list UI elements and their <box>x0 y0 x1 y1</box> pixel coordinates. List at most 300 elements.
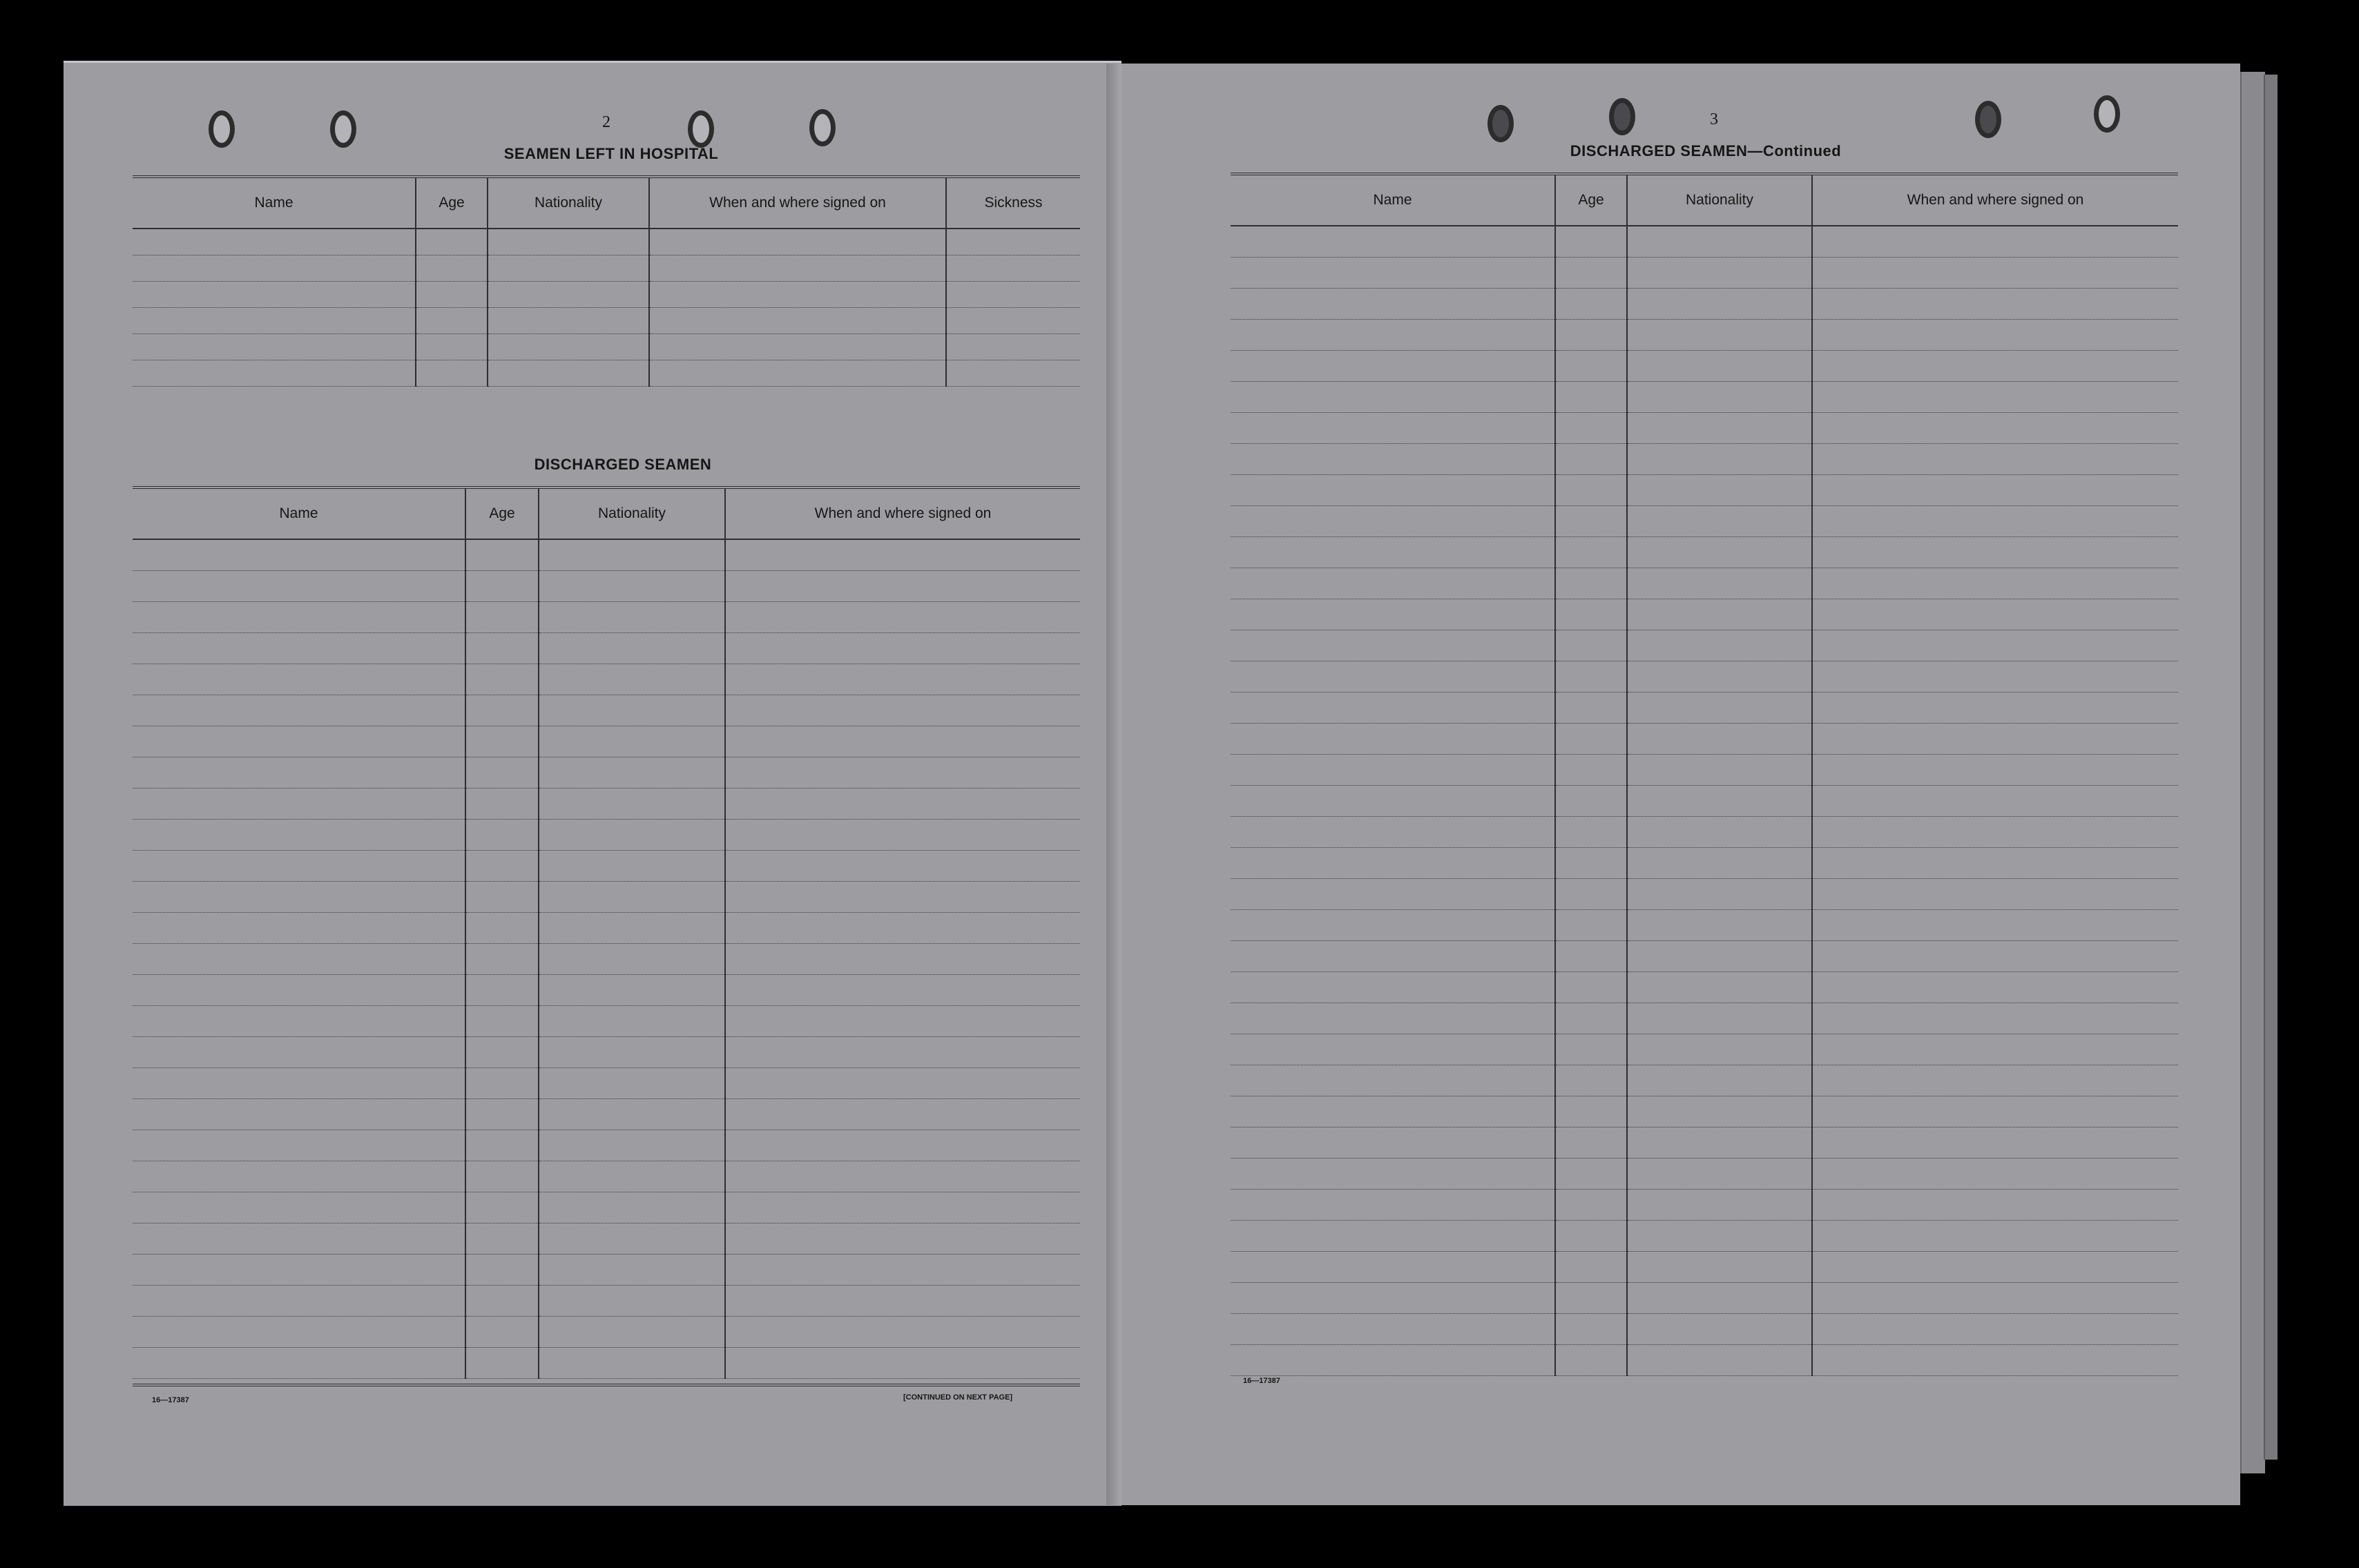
table-cell <box>1627 661 1812 692</box>
table-cell <box>539 539 725 570</box>
table-cell <box>1812 599 2178 630</box>
table-row <box>133 1161 1080 1192</box>
table-cell <box>725 881 1080 912</box>
table-cell <box>1231 1096 1555 1127</box>
table-cell <box>465 664 539 695</box>
table-cell <box>539 757 725 788</box>
table-cell <box>1627 443 1812 474</box>
table-cell <box>1555 350 1627 381</box>
table-cell <box>1627 971 1812 1003</box>
table-cell <box>488 333 649 360</box>
table-row <box>133 757 1080 788</box>
table-cell <box>1555 1096 1627 1127</box>
table-cell <box>946 360 1080 386</box>
table-cell <box>1627 878 1812 909</box>
table-cell <box>133 632 465 664</box>
table-cell <box>1555 505 1627 536</box>
table-cell <box>539 881 725 912</box>
form-number: 16—17387 <box>152 1396 189 1404</box>
table-cell <box>946 307 1080 333</box>
table-row <box>1231 723 2178 754</box>
table-cell <box>539 601 725 632</box>
table-cell <box>1627 754 1812 785</box>
table-cell <box>1555 1034 1627 1065</box>
table-row <box>1231 909 2178 940</box>
table-cell <box>133 819 465 850</box>
table-cell <box>1627 381 1812 412</box>
table-cell <box>1812 257 2178 288</box>
table-cell <box>133 601 465 632</box>
table-cell <box>539 1067 725 1098</box>
table-row <box>1231 692 2178 723</box>
table-cell <box>133 1098 465 1130</box>
column-header: Age <box>416 178 488 229</box>
table-row <box>1231 350 2178 381</box>
table-cell <box>465 1005 539 1036</box>
table-cell <box>1231 940 1555 971</box>
table-cell <box>539 1192 725 1223</box>
table-row <box>133 726 1080 757</box>
table-cell <box>1627 847 1812 878</box>
table-cell <box>725 726 1080 757</box>
underlying-page-edge <box>2264 75 2278 1460</box>
table-cell <box>1231 505 1555 536</box>
table-cell <box>725 1285 1080 1316</box>
table-cell <box>1231 1065 1555 1096</box>
table-cell <box>133 1067 465 1098</box>
table-cell <box>1231 568 1555 599</box>
table-cell <box>1231 350 1555 381</box>
binder-hole <box>1487 105 1514 142</box>
table-cell <box>1627 288 1812 319</box>
table-cell <box>1555 257 1627 288</box>
table-row <box>1231 319 2178 350</box>
table-cell <box>539 632 725 664</box>
table-cell <box>1812 536 2178 568</box>
table-cell <box>465 1067 539 1098</box>
table-cell <box>1627 474 1812 505</box>
table-cell <box>465 1036 539 1067</box>
table-row <box>1231 1313 2178 1344</box>
table-row <box>1231 940 2178 971</box>
table-cell <box>1812 381 2178 412</box>
table-cell <box>1555 723 1627 754</box>
table-cell <box>133 539 465 570</box>
table-cell <box>1627 319 1812 350</box>
table-row <box>1231 1003 2178 1034</box>
table-cell <box>649 255 946 281</box>
table-row <box>1231 1096 2178 1127</box>
table-cell <box>1812 350 2178 381</box>
table-cell <box>488 360 649 386</box>
column-header: Age <box>1555 175 1627 226</box>
table-cell <box>1627 1096 1812 1127</box>
table-cell <box>1627 350 1812 381</box>
table-cell <box>1231 1158 1555 1189</box>
table-row <box>1231 1220 2178 1251</box>
table-row <box>1231 847 2178 878</box>
table-cell <box>465 1098 539 1130</box>
table-cell <box>1231 1344 1555 1375</box>
table-cell <box>133 881 465 912</box>
table-cell <box>725 974 1080 1005</box>
table-cell <box>1627 599 1812 630</box>
table-cell <box>133 1285 465 1316</box>
table-cell <box>1555 1282 1627 1313</box>
table-row <box>1231 1065 2178 1096</box>
table-row <box>133 943 1080 974</box>
table-cell <box>725 570 1080 601</box>
table-row <box>1231 257 2178 288</box>
table-cell <box>1812 1065 2178 1096</box>
table-cell <box>539 1254 725 1285</box>
table-cell <box>725 1254 1080 1285</box>
table-cell <box>1231 1189 1555 1220</box>
table-cell <box>1231 1220 1555 1251</box>
underlying-page-edge <box>2240 72 2265 1473</box>
table-cell <box>1231 443 1555 474</box>
table-cell <box>539 974 725 1005</box>
table-cell <box>488 229 649 255</box>
table-cell <box>1231 1034 1555 1065</box>
section-title-main: DISCHARGED SEAMEN <box>1570 142 1748 159</box>
binder-hole <box>809 109 836 146</box>
table-cell <box>1231 785 1555 816</box>
table-cell <box>1231 909 1555 940</box>
table-cell <box>539 726 725 757</box>
table-row <box>1231 536 2178 568</box>
table-cell <box>1555 1189 1627 1220</box>
table-cell <box>1812 878 2178 909</box>
table-row <box>133 1316 1080 1347</box>
table-cell <box>725 1005 1080 1036</box>
column-header: Name <box>133 489 465 539</box>
binder-hole <box>330 110 356 148</box>
column-header: Age <box>465 489 539 539</box>
table-cell <box>133 333 416 360</box>
table-cell <box>133 912 465 943</box>
table-cell <box>1812 723 2178 754</box>
table-cell <box>1812 909 2178 940</box>
table-row <box>133 881 1080 912</box>
table-row <box>133 819 1080 850</box>
table-cell <box>1812 630 2178 661</box>
table-cell <box>1231 1282 1555 1313</box>
table-row <box>133 333 1080 360</box>
table-cell <box>946 229 1080 255</box>
table-cell <box>465 943 539 974</box>
table-cell <box>1555 599 1627 630</box>
table-row <box>1231 816 2178 847</box>
table-cell <box>1812 816 2178 847</box>
table-cell <box>133 1316 465 1347</box>
table-cell <box>1555 847 1627 878</box>
table-cell <box>133 943 465 974</box>
table-cell <box>133 307 416 333</box>
table-cell <box>539 1285 725 1316</box>
table-cell <box>416 255 488 281</box>
table-row <box>1231 412 2178 443</box>
table-cell <box>1627 1127 1812 1158</box>
table-row <box>1231 1251 2178 1282</box>
page-number: 2 <box>602 113 610 131</box>
table-cell <box>133 757 465 788</box>
table-cell <box>1812 568 2178 599</box>
table-cell <box>465 757 539 788</box>
binder-hole <box>688 110 714 148</box>
table-cell <box>1231 661 1555 692</box>
discharged-seamen-table <box>133 489 1080 1379</box>
table-cell <box>1555 971 1627 1003</box>
table-cell <box>133 850 465 881</box>
table-cell <box>1812 847 2178 878</box>
table-cell <box>1231 630 1555 661</box>
table-cell <box>133 974 465 1005</box>
binder-hole <box>1609 98 1635 135</box>
table-row <box>133 570 1080 601</box>
table-cell <box>1812 754 2178 785</box>
table-cell <box>539 788 725 819</box>
table-cell <box>465 1161 539 1192</box>
table-row <box>1231 630 2178 661</box>
table-row <box>1231 226 2178 257</box>
table-row <box>133 632 1080 664</box>
table-cell <box>465 1192 539 1223</box>
table-cell <box>465 601 539 632</box>
table-cell <box>539 1223 725 1254</box>
section-title: DISCHARGED SEAMEN <box>534 456 712 473</box>
table-cell <box>539 1005 725 1036</box>
table-cell <box>1627 1313 1812 1344</box>
table-cell <box>1231 1313 1555 1344</box>
table-cell <box>539 695 725 726</box>
table-cell <box>133 1005 465 1036</box>
table-cell <box>465 974 539 1005</box>
table-cell <box>1231 754 1555 785</box>
continued-note: [CONTINUED ON NEXT PAGE] <box>903 1393 1013 1402</box>
table-cell <box>1812 1003 2178 1034</box>
table-row <box>1231 1189 2178 1220</box>
table-cell <box>1555 1344 1627 1375</box>
table-row <box>133 788 1080 819</box>
table-cell <box>725 1036 1080 1067</box>
table-cell <box>1627 226 1812 257</box>
table-cell <box>1231 226 1555 257</box>
table-row <box>1231 599 2178 630</box>
table-cell <box>1627 1003 1812 1034</box>
table-row <box>133 601 1080 632</box>
table-cell <box>416 281 488 307</box>
table-cell <box>649 360 946 386</box>
binder-hole <box>2094 95 2120 133</box>
table-cell <box>465 726 539 757</box>
table-cell <box>539 1161 725 1192</box>
column-header: Nationality <box>539 489 725 539</box>
table-cell <box>465 570 539 601</box>
column-header: Sickness <box>946 178 1080 229</box>
table-cell <box>488 255 649 281</box>
table-cell <box>488 307 649 333</box>
table-cell <box>133 570 465 601</box>
table-cell <box>1555 443 1627 474</box>
column-header: Nationality <box>488 178 649 229</box>
table-cell <box>1627 257 1812 288</box>
table-cell <box>465 1285 539 1316</box>
table-cell <box>1812 940 2178 971</box>
table-cell <box>465 539 539 570</box>
table-cell <box>1555 630 1627 661</box>
table-cell <box>1812 1096 2178 1127</box>
table-cell <box>1555 909 1627 940</box>
table-cell <box>1812 443 2178 474</box>
table-cell <box>1812 1282 2178 1313</box>
table-cell <box>539 1316 725 1347</box>
table-row <box>1231 661 2178 692</box>
table-cell <box>539 664 725 695</box>
table-cell <box>725 1130 1080 1161</box>
table-cell <box>488 281 649 307</box>
table-cell <box>1231 288 1555 319</box>
table-cell <box>725 1347 1080 1378</box>
table-row <box>1231 505 2178 536</box>
table-cell <box>1231 1127 1555 1158</box>
table-cell <box>725 1223 1080 1254</box>
table-cell <box>1555 1003 1627 1034</box>
table-cell <box>133 1347 465 1378</box>
table-cell <box>649 229 946 255</box>
table-cell <box>1231 847 1555 878</box>
table-cell <box>133 229 416 255</box>
table-cell <box>465 632 539 664</box>
table-cell <box>133 726 465 757</box>
table-row <box>1231 1282 2178 1313</box>
table-cell <box>1231 878 1555 909</box>
table-cell <box>725 1316 1080 1347</box>
table-cell <box>1627 1158 1812 1189</box>
table-cell <box>133 255 416 281</box>
table-cell <box>1231 599 1555 630</box>
table-cell <box>1231 381 1555 412</box>
table-row <box>133 1098 1080 1130</box>
table-cell <box>1555 288 1627 319</box>
table-row <box>133 912 1080 943</box>
discharged-seamen-continued-table <box>1231 175 2178 1376</box>
table-cell <box>1555 568 1627 599</box>
table-cell <box>946 333 1080 360</box>
table-row <box>1231 288 2178 319</box>
table-row <box>133 1005 1080 1036</box>
table-row <box>133 974 1080 1005</box>
table-row <box>133 850 1080 881</box>
table-cell <box>465 1223 539 1254</box>
table-cell <box>649 307 946 333</box>
table-cell <box>539 1036 725 1067</box>
binder-hole <box>209 110 235 148</box>
page-number: 3 <box>1710 110 1718 128</box>
table-cell <box>133 1254 465 1285</box>
table-cell <box>725 912 1080 943</box>
table-cell <box>1555 816 1627 847</box>
table-cell <box>133 788 465 819</box>
table-cell <box>1555 381 1627 412</box>
column-header: Name <box>133 178 416 229</box>
table-cell <box>725 1067 1080 1098</box>
table-cell <box>416 229 488 255</box>
table-cell <box>1812 288 2178 319</box>
table-row <box>1231 381 2178 412</box>
table-cell <box>1555 412 1627 443</box>
binder-hole <box>1975 101 2001 138</box>
table-cell <box>725 819 1080 850</box>
table-cell <box>1812 1189 2178 1220</box>
table-cell <box>1627 1251 1812 1282</box>
table-row <box>1231 971 2178 1003</box>
table-row <box>1231 1158 2178 1189</box>
table-cell <box>465 1316 539 1347</box>
section-rule <box>133 1384 1080 1386</box>
table-cell <box>946 281 1080 307</box>
table-cell <box>1627 536 1812 568</box>
table-cell <box>1231 257 1555 288</box>
table-cell <box>133 695 465 726</box>
table-cell <box>416 333 488 360</box>
table-cell <box>465 819 539 850</box>
table-cell <box>1812 412 2178 443</box>
table-row <box>1231 1344 2178 1375</box>
table-cell <box>539 850 725 881</box>
table-cell <box>133 1130 465 1161</box>
table-cell <box>465 850 539 881</box>
table-cell <box>1812 661 2178 692</box>
table-cell <box>1555 785 1627 816</box>
table-row <box>133 664 1080 695</box>
table-row <box>133 1192 1080 1223</box>
table-cell <box>1812 319 2178 350</box>
table-cell <box>1812 692 2178 723</box>
table-cell <box>1555 1313 1627 1344</box>
section-title <box>1519 142 1892 160</box>
table-row <box>133 1223 1080 1254</box>
table-cell <box>1231 816 1555 847</box>
table-row <box>133 1347 1080 1378</box>
page-spine <box>1106 64 1121 1505</box>
table-cell <box>725 943 1080 974</box>
table-cell <box>1812 1034 2178 1065</box>
table-cell <box>1627 723 1812 754</box>
table-cell <box>1231 412 1555 443</box>
table-row <box>133 360 1080 386</box>
table-row <box>133 281 1080 307</box>
table-cell <box>465 788 539 819</box>
table-cell <box>133 281 416 307</box>
table-cell <box>1555 1065 1627 1096</box>
table-cell <box>1231 474 1555 505</box>
table-cell <box>1555 1251 1627 1282</box>
table-cell <box>1555 1127 1627 1158</box>
seamen-in-hospital-table <box>133 178 1080 387</box>
table-cell <box>1627 1282 1812 1313</box>
table-cell <box>1231 971 1555 1003</box>
table-cell <box>725 664 1080 695</box>
table-row <box>1231 1034 2178 1065</box>
column-header: Name <box>1231 175 1555 226</box>
table-cell <box>1627 940 1812 971</box>
table-row <box>133 307 1080 333</box>
table-row <box>133 539 1080 570</box>
table-row <box>1231 443 2178 474</box>
table-row <box>133 1254 1080 1285</box>
table-cell <box>1812 1158 2178 1189</box>
